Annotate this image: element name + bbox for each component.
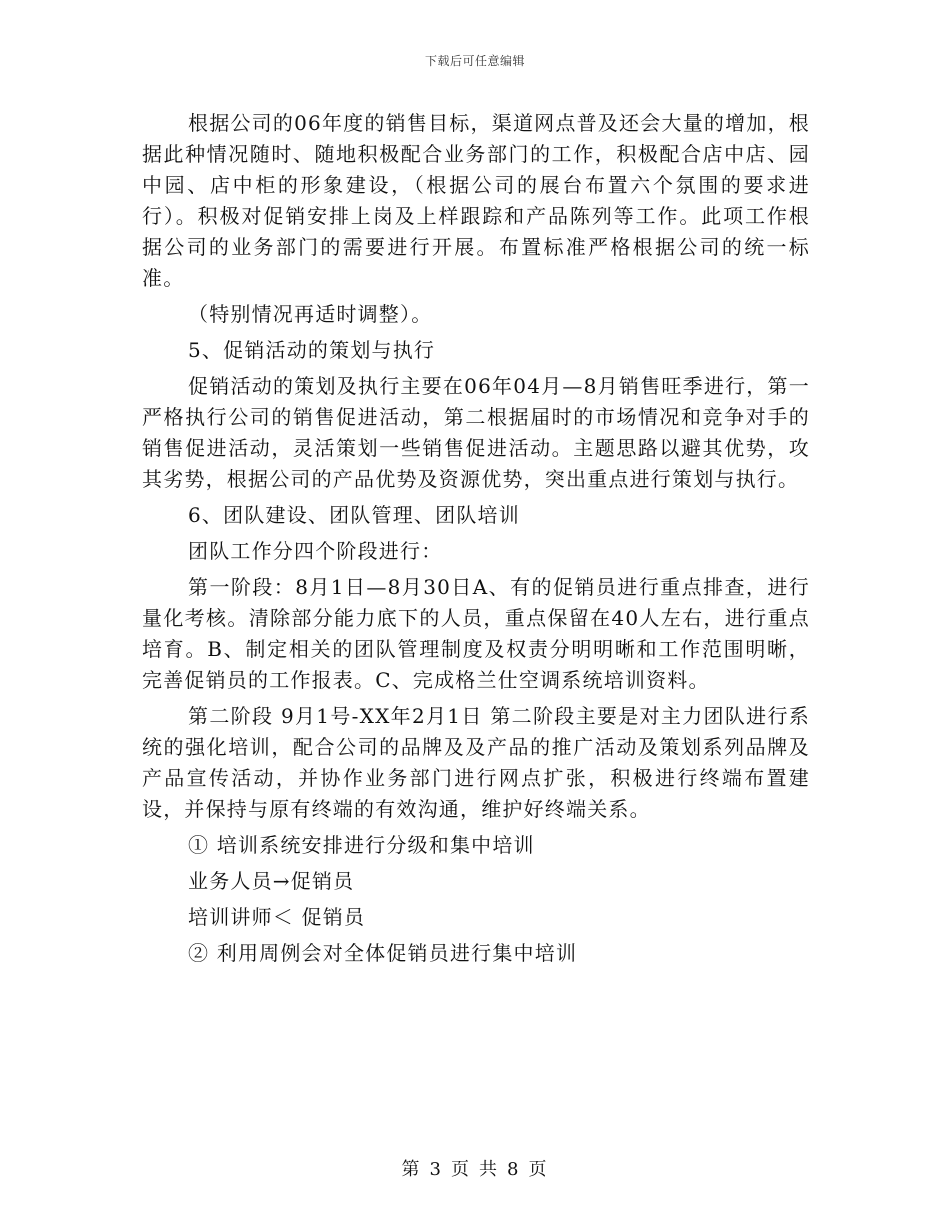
paragraph-6: 第二阶段 9月1号-XX年2月1日 第二阶段主要是对主力团队进行系统的强化培训，配合公司的品牌及及产品的推广活动及策划系列品牌及产品宣传活动，并协作业务部门进行网点扩张，积极进行终端布置建设，并保持与原有终端的有效沟通，维护好终端关系。 [142, 704, 810, 821]
document-body [142, 108, 810, 974]
footer-page-word: 页 [451, 1159, 471, 1180]
list-item-1: ① 培训系统安排进行分级和集中培训 [188, 833, 535, 857]
list-item-4: ② 利用周例会对全体促销员进行集中培训 [188, 941, 578, 965]
section-heading-5: 5、促销活动的策划与执行 [188, 338, 436, 362]
section-heading-6: 6、团队建设、团队管理、团队培训 [188, 503, 520, 527]
footer-suffix: 页 [528, 1159, 549, 1180]
header-note: 下载后可任意编辑 [424, 54, 525, 68]
paragraph-4: 团队工作分四个阶段进行： [188, 539, 443, 563]
footer-total-word: 共 [479, 1159, 499, 1180]
paragraph-2: （特别情况再适时调整）。 [188, 302, 433, 326]
footer-current-page: 3 [429, 1159, 443, 1180]
paragraph-5: 第一阶段：8月1日—8月30日A、有的促销员进行重点排查，进行量化考核。清除部分能力底下的人员，重点保留在40人左右，进行重点培育。B、制定相关的团队管理制度及权责分明明晰和工作范围明晰，完善促销员的工作报表。C、完成格兰仕空调系统培训资料。 [142, 575, 810, 692]
list-item-2: 业务人员→促销员 [188, 869, 355, 893]
page-footer [0, 1155, 950, 1181]
footer-total-pages: 8 [507, 1159, 521, 1180]
page-header [0, 52, 950, 69]
footer-prefix: 第 [401, 1159, 422, 1180]
paragraph-1: 根据公司的06年度的销售目标，渠道网点普及还会大量的增加，根据此种情况随时、随地积极配合业务部门的工作，积极配合店中店、园中园、店中柜的形象建设，（根据公司的展台布置六个氛围的要求进行）。积极对促销安排上岗及上样跟踪和产品陈列等工作。此项工作根据公司的业务部门的需要进行开展。布置标准严格根据公司的统一标准。 [142, 111, 810, 290]
paragraph-3: 促销活动的策划及执行主要在06年04月—8月销售旺季进行，第一严格执行公司的销售促进活动，第二根据届时的市场情况和竞争对手的销售促进活动，灵活策划一些销售促进活动。主题思路以避其优势，攻其劣势，根据公司的产品优势及资源优势，突出重点进行策划与执行。 [142, 374, 810, 491]
list-item-3: 培训讲师＜ 促销员 [188, 905, 366, 929]
